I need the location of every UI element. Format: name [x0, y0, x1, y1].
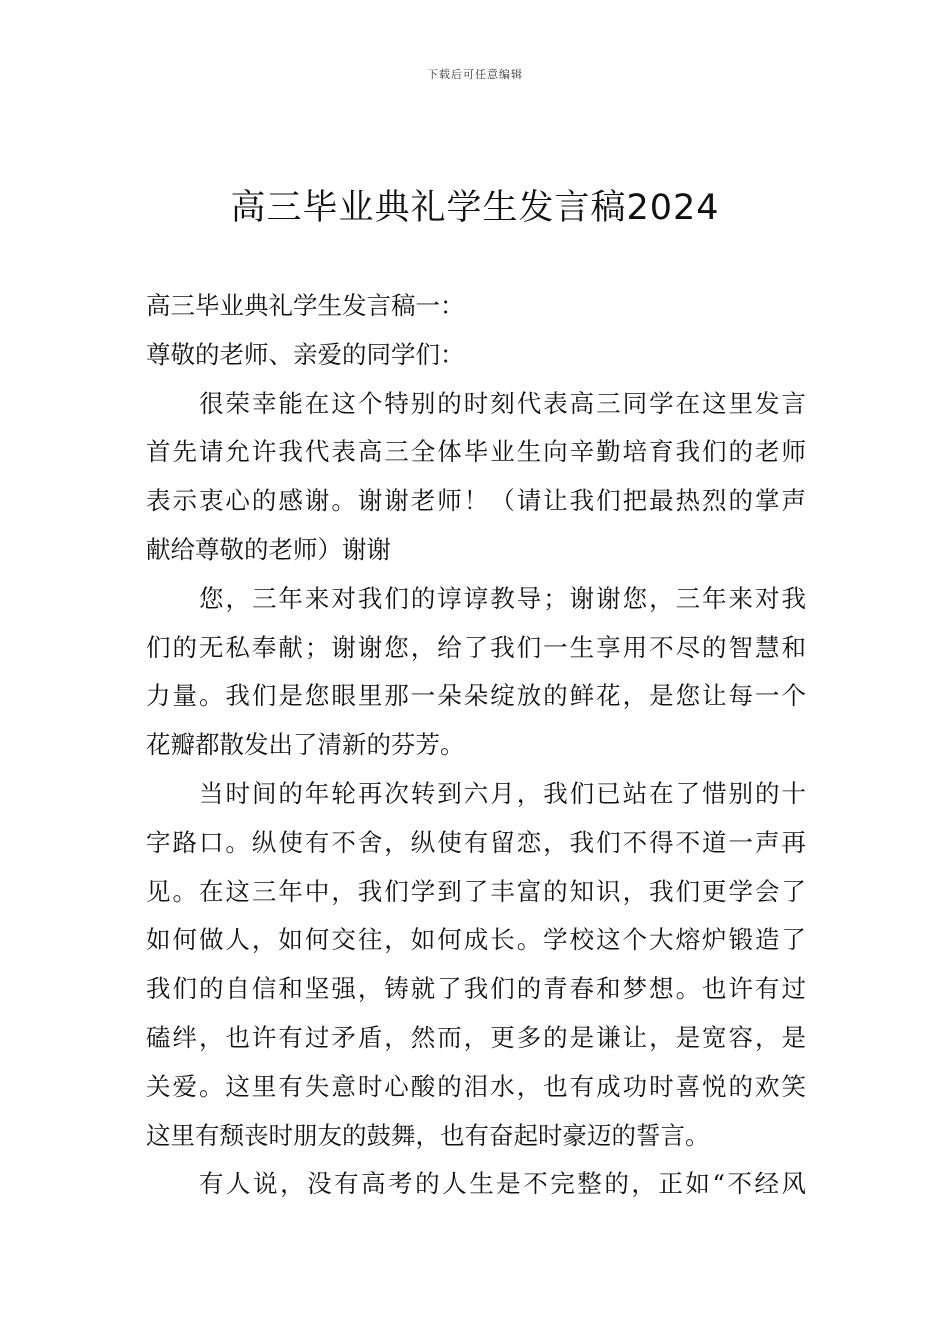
text-line: 高三毕业典礼学生发言稿一：: [146, 291, 465, 320]
text-line: 力量。我们是您眼里那一朵朵绽放的鲜花，是您让每一个: [146, 681, 806, 711]
text-line: 们的无私奉献；谢谢您，给了我们一生享用不尽的智慧和: [146, 632, 806, 662]
text-line: 献给尊敬的老师）谢谢: [146, 534, 391, 564]
document-title: 高三毕业典礼学生发言稿2024: [230, 188, 720, 228]
text-line: 磕绊，也许有过矛盾，然而，更多的是谦让，是宽容，是: [146, 1022, 806, 1052]
text-line: 表示衷心的感谢。谢谢老师！（请让我们把最热烈的掌声: [146, 486, 806, 516]
text-line: 当时间的年轮再次转到六月，我们已站在了惜别的十: [199, 778, 806, 808]
text-line: 关爱。这里有失意时心酸的泪水，也有成功时喜悦的欢笑: [146, 1071, 806, 1101]
text-line: 首先请允许我代表高三全体毕业生向辛勤培育我们的老师: [146, 437, 806, 467]
text-line: 有人说，没有高考的人生是不完整的，正如“不经风: [199, 1169, 806, 1199]
text-line: 花瓣都散发出了清新的芬芳。: [146, 730, 465, 760]
text-line: 我们的自信和坚强，铸就了我们的青春和梦想。也许有过: [146, 974, 806, 1004]
text-line: 很荣幸能在这个特别的时刻代表高三同学在这里发言: [199, 388, 806, 418]
text-line: 字路口。纵使有不舍，纵使有留恋，我们不得不道一声再: [146, 827, 806, 857]
text-line: 这里有颓丧时朋友的鼓舞，也有奋起时豪迈的誓言。: [146, 1120, 710, 1150]
speech-body: [146, 282, 806, 1209]
text-line: 您，三年来对我们的谆谆教导；谢谢您，三年来对我: [199, 583, 806, 613]
header-note: 下载后可任意编辑: [427, 68, 523, 81]
text-line: 见。在这三年中，我们学到了丰富的知识，我们更学会了: [146, 876, 806, 906]
text-line: 如何做人，如何交往，如何成长。学校这个大熔炉锻造了: [146, 925, 806, 955]
text-line: 尊敬的老师、亲爱的同学们：: [146, 339, 465, 369]
